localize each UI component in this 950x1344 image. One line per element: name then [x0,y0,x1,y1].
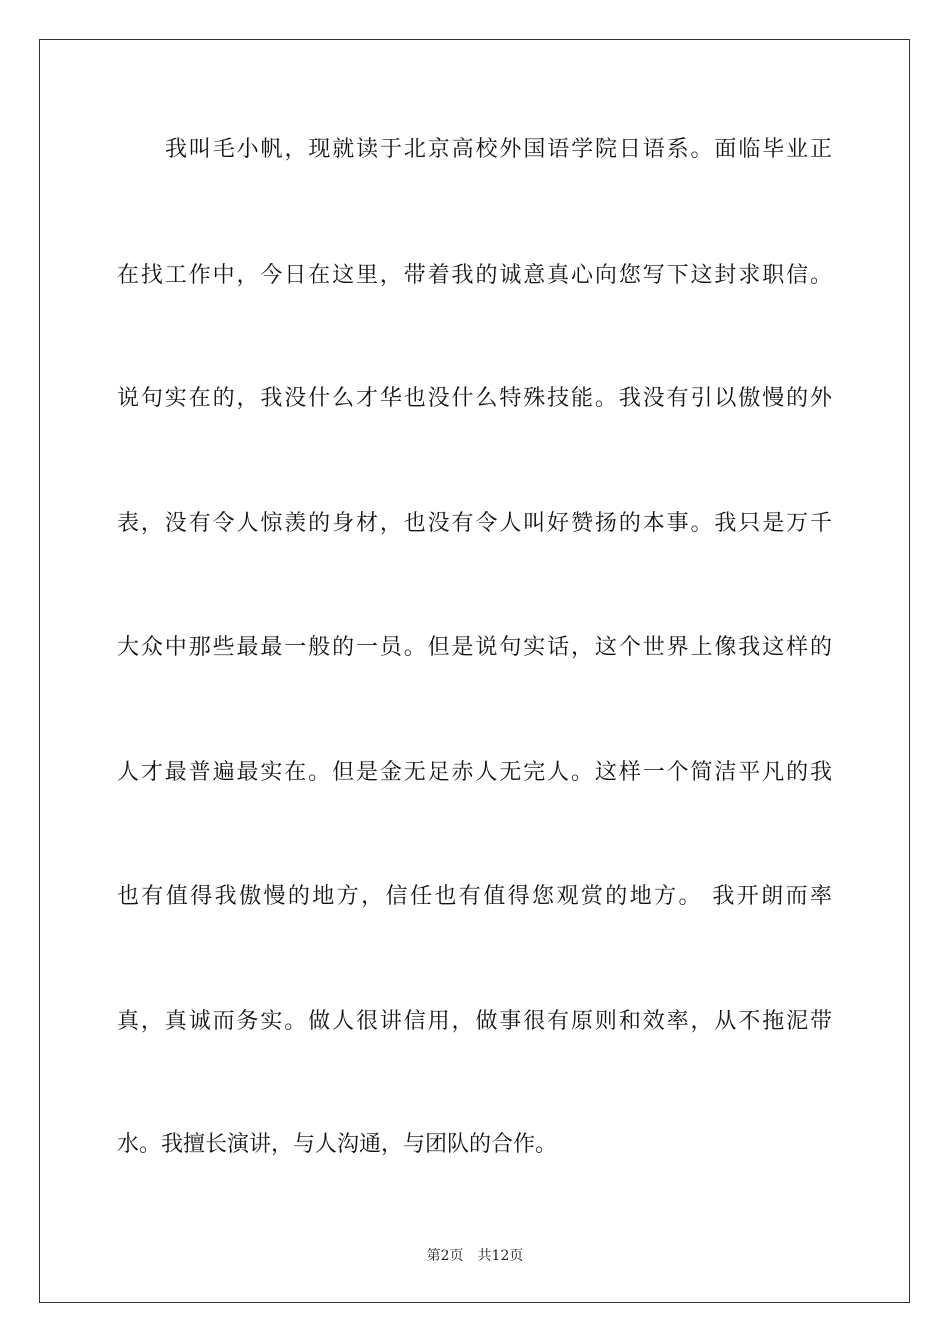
paragraph-line-5: 大众中那些最最一般的一员。但是说句实话，这个世界上像我这样的 [117,635,832,660]
page-footer [0,1249,950,1263]
paragraph-line-4: 表，没有令人惊羡的身材，也没有令人叫好赞扬的本事。我只是万千 [117,511,832,536]
paragraph-line-9: 水。我擅长演讲，与人沟通，与团队的合作。 [117,1132,558,1157]
paragraph-line-6: 人才最普遍最实在。但是金无足赤人无完人。这样一个简洁平凡的我 [117,760,832,785]
paragraph-line-3: 说句实在的，我没什么才华也没什么特殊技能。我没有引以傲慢的外 [117,386,832,411]
paragraph-line-7: 也有值得我傲慢的地方，信任也有值得您观赏的地方。 我开朗而率 [117,884,832,909]
page-total: 共12页 [477,1248,524,1264]
paragraph-line-2: 在找工作中，今日在这里，带着我的诚意真心向您写下这封求职信。 [117,263,832,288]
page-number: 第2页 [426,1248,464,1264]
paragraph-line-8: 真，真诚而务实。做人很讲信用，做事很有原则和效率，从不拖泥带 [117,1009,832,1034]
page-border [39,39,910,1303]
paragraph-line-1: 我叫毛小帆，现就读于北京高校外国语学院日语系。面临毕业正 [165,137,832,162]
